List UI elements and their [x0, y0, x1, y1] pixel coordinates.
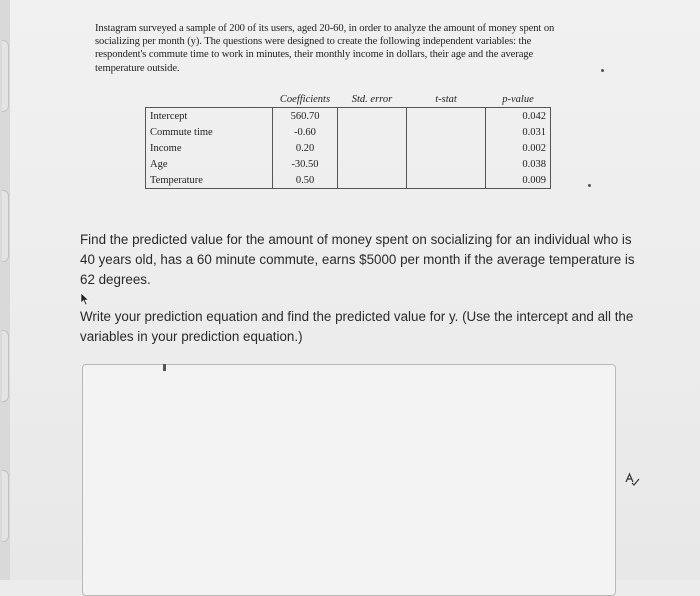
- coefficient-cell: 560.70: [273, 108, 338, 125]
- table-row: [146, 156, 551, 172]
- header-p-value: p-value: [486, 91, 551, 108]
- p-value-cell: 0.002: [486, 140, 551, 156]
- page-left-edge: [0, 0, 10, 580]
- t-stat-cell: [407, 108, 486, 125]
- instruction-text: Write your prediction equation and find the predicted value for y. (Use the intercept and all the variables in your prediction equation.): [80, 309, 634, 344]
- table-row: [146, 124, 551, 140]
- spellcheck-icon[interactable]: [624, 472, 640, 489]
- row-label: Income: [146, 140, 273, 156]
- header-t-stat: t-stat: [407, 91, 486, 108]
- std-error-cell: [338, 156, 407, 172]
- arrow-cursor-icon: [80, 292, 92, 306]
- header-std-error: Std. error: [338, 91, 407, 108]
- edge-tab: [2, 190, 9, 262]
- table-row: [146, 172, 551, 189]
- answer-input[interactable]: [82, 364, 616, 596]
- problem-statement: Instagram surveyed a sample of 200 of its users, aged 20-60, in order to analyze the amount of money spent on socializing per month (y). The questions were designed to create the following independent variables: the respondent's commute time to work in minutes, their monthly income in dollars, their age and the average temperature outside.: [95, 23, 555, 74]
- row-label: Age: [146, 156, 273, 172]
- t-stat-cell: [407, 124, 486, 140]
- coefficient-cell: 0.50: [273, 172, 338, 189]
- table-row: [146, 140, 551, 156]
- std-error-cell: [338, 140, 407, 156]
- text-caret: [163, 364, 166, 371]
- regression-table: [145, 91, 551, 189]
- p-value-cell: 0.038: [486, 156, 551, 172]
- t-stat-cell: [407, 172, 486, 189]
- question-text: Find the predicted value for the amount of money spent on socializing for an individual who is 40 years old, has a 60 minute commute, earns $5000 per month if the average temperature is 62 degrees.: [80, 232, 635, 287]
- t-stat-cell: [407, 156, 486, 172]
- edge-tab: [2, 330, 9, 402]
- edge-tab: [2, 470, 9, 542]
- std-error-cell: [338, 124, 407, 140]
- coefficient-cell: 0.20: [273, 140, 338, 156]
- t-stat-cell: [407, 140, 486, 156]
- row-label: Commute time: [146, 124, 273, 140]
- table-header-blank: [146, 91, 273, 108]
- row-label: Intercept: [146, 108, 273, 125]
- row-label: Temperature: [146, 172, 273, 189]
- p-value-cell: 0.009: [486, 172, 551, 189]
- stray-dot: [588, 184, 591, 187]
- std-error-cell: [338, 108, 407, 125]
- p-value-cell: 0.031: [486, 124, 551, 140]
- coefficient-cell: -30.50: [273, 156, 338, 172]
- coefficient-cell: -0.60: [273, 124, 338, 140]
- edge-tab: [2, 40, 9, 112]
- p-value-cell: 0.042: [486, 108, 551, 125]
- stray-dot: [601, 69, 604, 72]
- std-error-cell: [338, 172, 407, 189]
- header-coefficients: Coefficients: [273, 91, 338, 108]
- table-row: [146, 108, 551, 125]
